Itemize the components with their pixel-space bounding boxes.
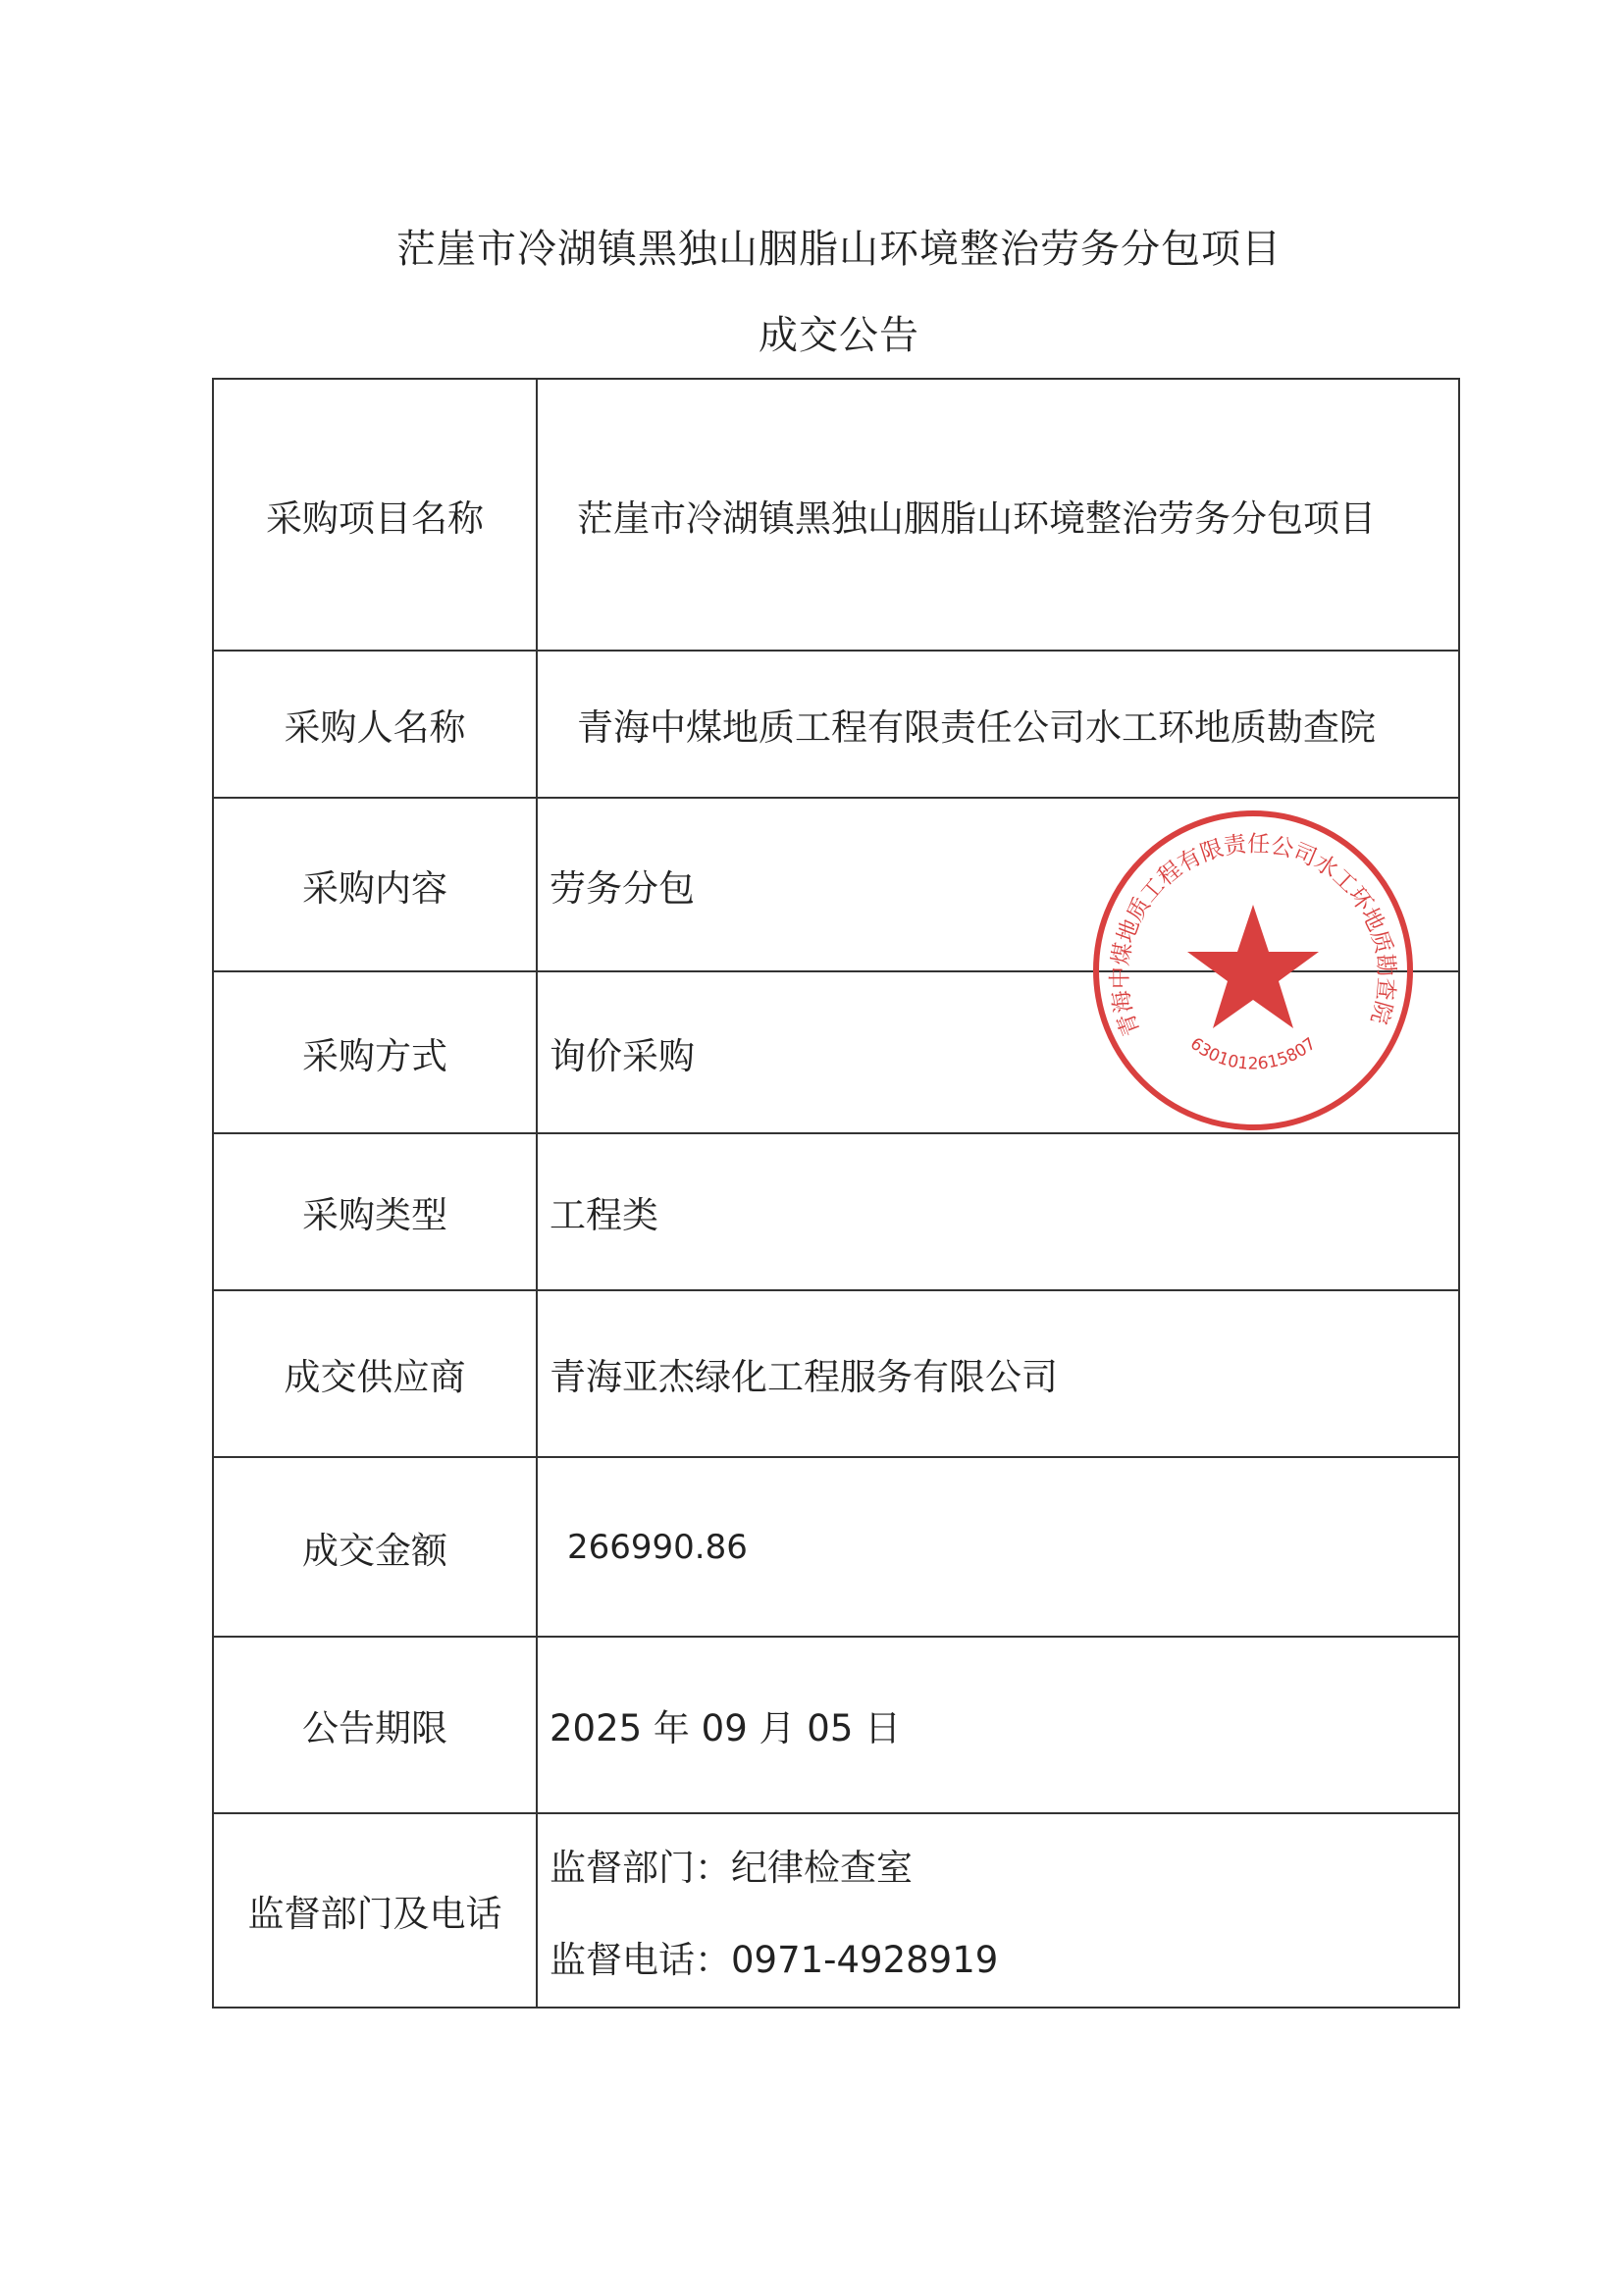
row-value: 青海中煤地质工程有限责任公司水工环地质勘查院 (537, 651, 1459, 798)
supervision-dept: 监督部门：纪律检查室 (550, 1847, 913, 1889)
table-row (213, 1457, 1459, 1637)
supervision-phone: 监督电话：0971-4928919 (550, 1939, 999, 1981)
row-label: 公告期限 (213, 1637, 537, 1813)
table-row (213, 379, 1459, 651)
document-title: 茫崖市冷湖镇黑独山胭脂山环境整治劳务分包项目 (396, 227, 1282, 272)
row-value: 劳务分包 (537, 798, 1459, 971)
row-label: 成交金额 (213, 1457, 537, 1637)
announcement-table (212, 378, 1460, 2009)
row-label: 采购方式 (213, 971, 537, 1133)
table-row (213, 1637, 1459, 1813)
table-row (213, 1813, 1459, 2008)
table-row (213, 798, 1459, 971)
table-row (213, 971, 1459, 1133)
table-row (213, 1133, 1459, 1290)
row-value (537, 1813, 1459, 2008)
row-label: 采购项目名称 (213, 379, 537, 651)
row-value: 青海亚杰绿化工程服务有限公司 (537, 1290, 1459, 1457)
row-label: 采购内容 (213, 798, 537, 971)
row-label: 采购类型 (213, 1133, 537, 1290)
row-value: 266990.86 (537, 1457, 1459, 1637)
document-subtitle: 成交公告 (759, 313, 919, 358)
row-value: 茫崖市冷湖镇黑独山胭脂山环境整治劳务分包项目 (537, 379, 1459, 651)
row-label: 成交供应商 (213, 1290, 537, 1457)
row-value: 询价采购 (537, 971, 1459, 1133)
row-value: 工程类 (537, 1133, 1459, 1290)
seal-number: 6301012615807 (1186, 1033, 1320, 1074)
row-label: 监督部门及电话 (213, 1813, 537, 2008)
table-row (213, 1290, 1459, 1457)
seal-text: 青海中煤地质工程有限责任公司水工环地质勘查院 (1107, 831, 1399, 1040)
table-row (213, 651, 1459, 798)
row-label: 采购人名称 (213, 651, 537, 798)
row-value: 2025 年 09 月 05 日 (537, 1637, 1459, 1813)
